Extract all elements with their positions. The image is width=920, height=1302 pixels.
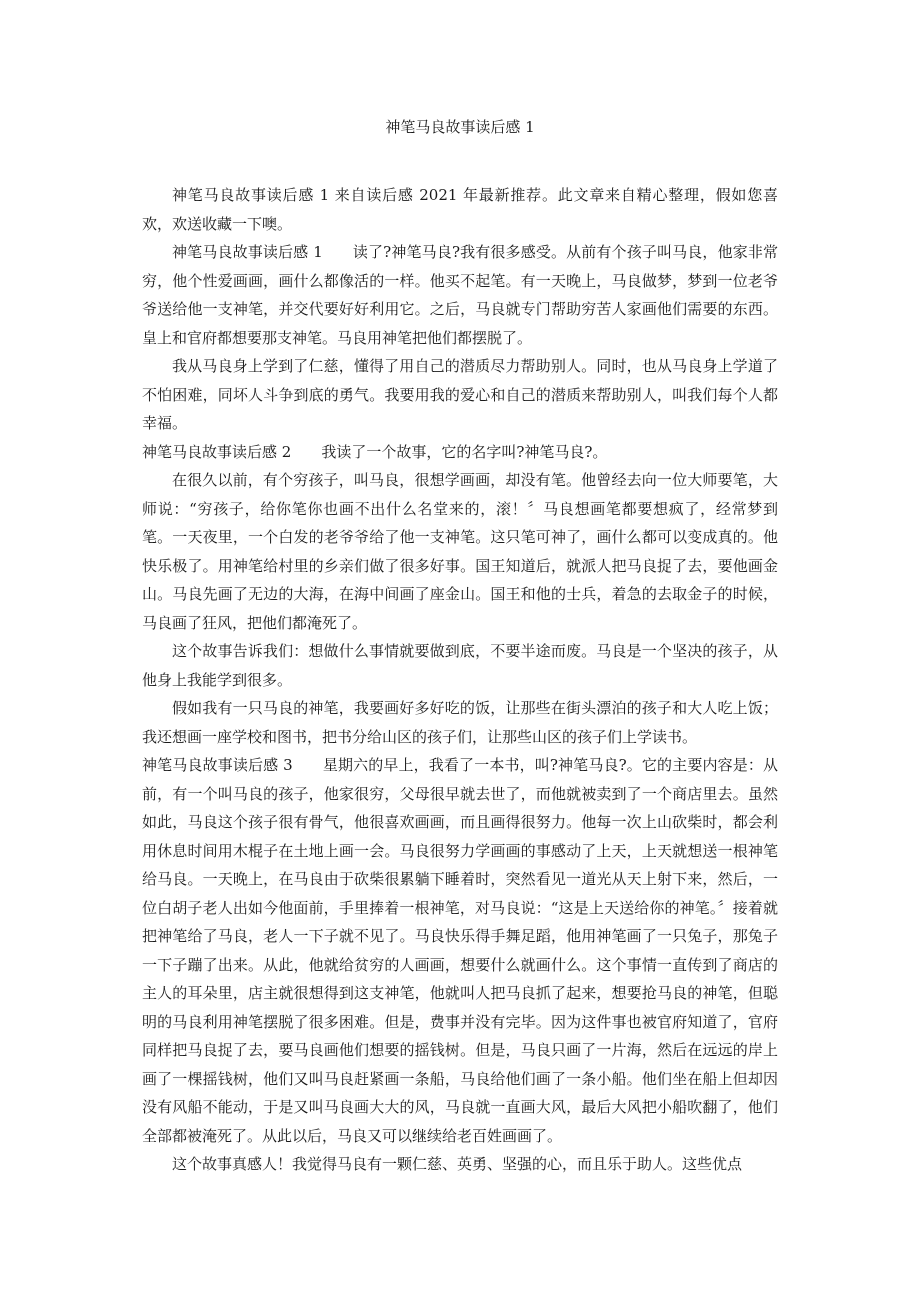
paragraph-review-2 [142,438,778,467]
paragraph-review-1 [142,238,778,352]
paragraph-text: 读了?神笔马良?我有很多感受。从前有个孩子叫马良，他家非常穷，他个性爱画画，画什么都像活的一样。他买不起笔。有一天晚上，马良做梦，梦到一位老爷爷送给他一支神笔，并交代要好好利用它。之后，马良就专门帮助穷苦人家画他们需要的东西。皇上和官府都想要那支神笔。马良用神笔把他们都摆脱了。 [142,243,778,347]
paragraph-intro: 神笔马良故事读后感 1 来自读后感 2021 年最新推荐。此文章来自精心整理，假如您喜欢，欢送收藏一下噢。 [142,186,778,233]
section-heading: 神笔马良故事读后感 2 [142,442,292,461]
document-body [142,181,778,1179]
paragraph-text: 我读了一个故事，它的名字叫?神笔马良?。 [321,442,608,461]
document-title: 神笔马良故事读后感 1 [385,118,535,136]
paragraph-review-2-lesson: 这个故事告诉我们：想做什么事情就要做到底，不要半途而废。马良是一个坚决的孩子，从他身上我能学到很多。 [142,642,778,689]
paragraph-text: 星期六的早上，我看了一本书，叫?神笔马良?。它的主要内容是：从前，有一个叫马良的孩子，他家很穷，父母很早就去世了，而他就被卖到了一个商店里去。虽然如此，马良这个孩子很有骨气，他很喜欢画画，而且画得很努力。他每一次上山砍柴时，都会利用休息时间用木棍子在土地上画一会。马良很努力学画画的事感动了上天，上天就想送一根神笔给马良。一天晚上，在马良由于砍柴很累躺下睡着时，突然看见一道光从天上射下来，然后，一位白胡子老人出如今他面前，手里捧着一根神笔，对马良说：“这是上天送给你的神笔。〞接着就把神笔给了马良，老人一下子就不见了。马良快乐得手舞足蹈，他用神笔画了一只兔子，那兔子一下子蹦了出来。从此，他就给贫穷的人画画，想要什么就画什么。这个事情一直传到了商店的主人的耳朵里，店主就很想得到这支神笔，他就叫人把马良抓了起来，想要抢马良的神笔，但聪明的马良利用神笔摆脱了很多困难。但是，费事并没有完毕。因为这件事也被官府知道了，官府同样把马良捉了去，要马良画他们想要的摇钱树。但是，马良只画了一片海，然后在远远的岸上画了一棵摇钱树，他们又叫马良赶紧画一条船，马良给他们画了一条小船。他们坐在船上但却因没有风船不能动，于是又叫马良画大大的风，马良就一直画大风，最后大风把小船吹翻了，他们全部都被淹死了。从此以后，马良又可以继续给老百姓画画了。 [142,756,779,1145]
paragraph-review-1-reflection: 我从马良身上学到了仁慈，懂得了用自己的潜质尽力帮助别人。同时，也从马良身上学道了不怕困难，同坏人斗争到底的勇气。我要用我的爱心和自己的潜质来帮助别人，叫我们每个人都幸福。 [142,357,778,432]
section-heading: 神笔马良故事读后感 1 [172,243,323,261]
paragraph-review-2-wish: 假如我有一只马良的神笔，我要画好多好吃的饭，让那些在街头漂泊的孩子和大人吃上饭；我还想画一座学校和图书，把书分给山区的孩子们，让那些山区的孩子们上学读书。 [142,699,778,746]
paragraph-review-3 [142,751,778,1150]
paragraph-review-3-reflection: 这个故事真感人！我觉得马良有一颗仁慈、英勇、坚强的心，而且乐于助人。这些优点 [172,1155,743,1173]
section-heading: 神笔马良故事读后感 3 [142,756,293,774]
paragraph-review-2-story: 在很久以前，有个穷孩子，叫马良，很想学画画，却没有笔。他曾经去向一位大师要笔，大师说：“穷孩子，给你笔你也画不出什么名堂来的，滚！〞马良想画笔都要想疯了，经常梦到笔。一天夜里，一个白发的老爷爷给了他一支神笔。这只笔可神了，画什么都可以变成真的。他快乐极了。用神笔给村里的乡亲们做了很多好事。国王知道后，就派人把马良捉了去，要他画金山。马良先画了无边的大海，在海中间画了座金山。国王和他的士兵，着急的去取金子的时候，马良画了狂风，把他们都淹死了。 [142,471,778,632]
